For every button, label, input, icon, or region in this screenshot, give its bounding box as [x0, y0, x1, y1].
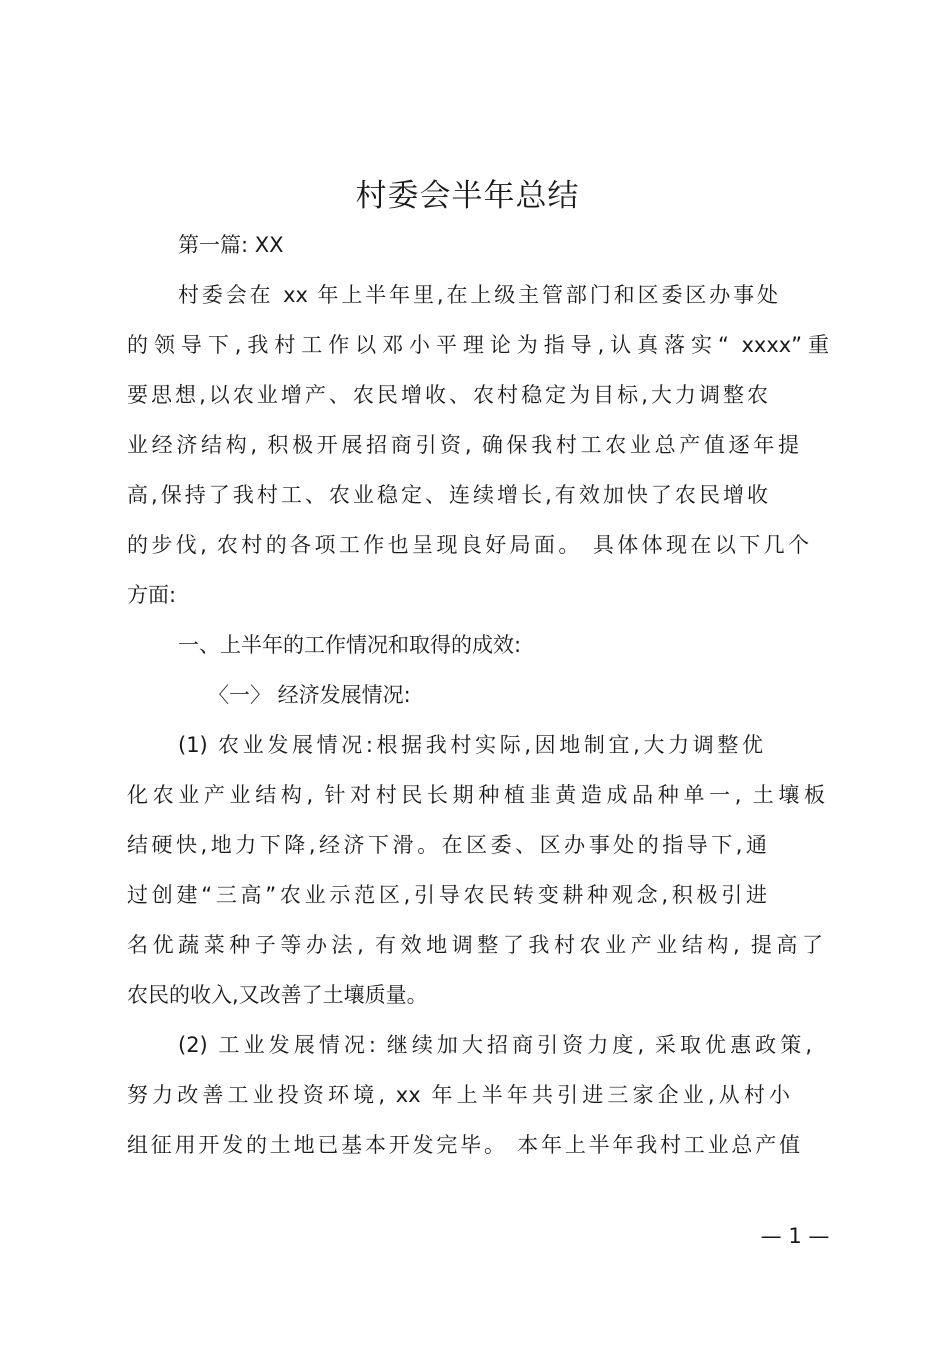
paragraph-line: 业经济结构, 积极开展招商引资, 确保我村工农业总产值逐年提 — [127, 433, 799, 457]
paragraph-line: 努力改善工业投资环境, xx 年上半年共引进三家企业,从村小 — [127, 1083, 790, 1107]
paragraph-line: 的领导下,我村工作以邓小平理论为指导,认真落实“ xxxx”重 — [127, 333, 829, 357]
paragraph-line: 化农业产业结构, 针对村民长期种植韭黄造成品种单一, 土壤板 — [127, 783, 825, 807]
paragraph-line: 过创建“三高”农业示范区,引导农民转变耕种观念,积极引进 — [127, 883, 767, 907]
paragraph-line: 要思想,以农业增产、农民增收、农村稳定为目标,大力调整农 — [127, 383, 768, 407]
paragraph-line: 名优蔬菜种子等办法, 有效地调整了我村农业产业结构, 提高了 — [127, 933, 823, 957]
section-heading: 一、上半年的工作情况和取得的成效: — [178, 633, 522, 657]
paragraph-line: 结硬快,地力下降,经济下滑。在区委、区办事处的指导下,通 — [127, 833, 767, 857]
page-number: — 1 — — [760, 1224, 830, 1248]
subsection-heading: 〈一〉 经济发展情况: — [208, 683, 411, 707]
section-heading: 第一篇: XX — [178, 233, 284, 257]
paragraph-line: 农民的收入,又改善了土壤质量。 — [127, 983, 428, 1007]
paragraph-line: (2) 工业发展情况: 继续加大招商引资力度, 采取优惠政策, — [178, 1033, 812, 1057]
paragraph-line: 方面: — [127, 583, 177, 607]
paragraph-line: 高,保持了我村工、农业稳定、连续增长,有效加快了农民增收 — [127, 483, 768, 507]
paragraph-line: 的步伐, 农村的各项工作也呈现良好局面。 具体体现在以下几个 — [127, 533, 809, 557]
document-title: 村委会半年总结 — [355, 178, 580, 214]
paragraph-line: 村委会在 xx 年上半年里,在上级主管部门和区委区办事处 — [178, 283, 778, 307]
paragraph-line: (1) 农业发展情况:根据我村实际,因地制宜,大力调整优 — [178, 733, 763, 757]
paragraph-line: 组征用开发的土地已基本开发完毕。 本年上半年我村工业总产值 — [127, 1133, 800, 1157]
